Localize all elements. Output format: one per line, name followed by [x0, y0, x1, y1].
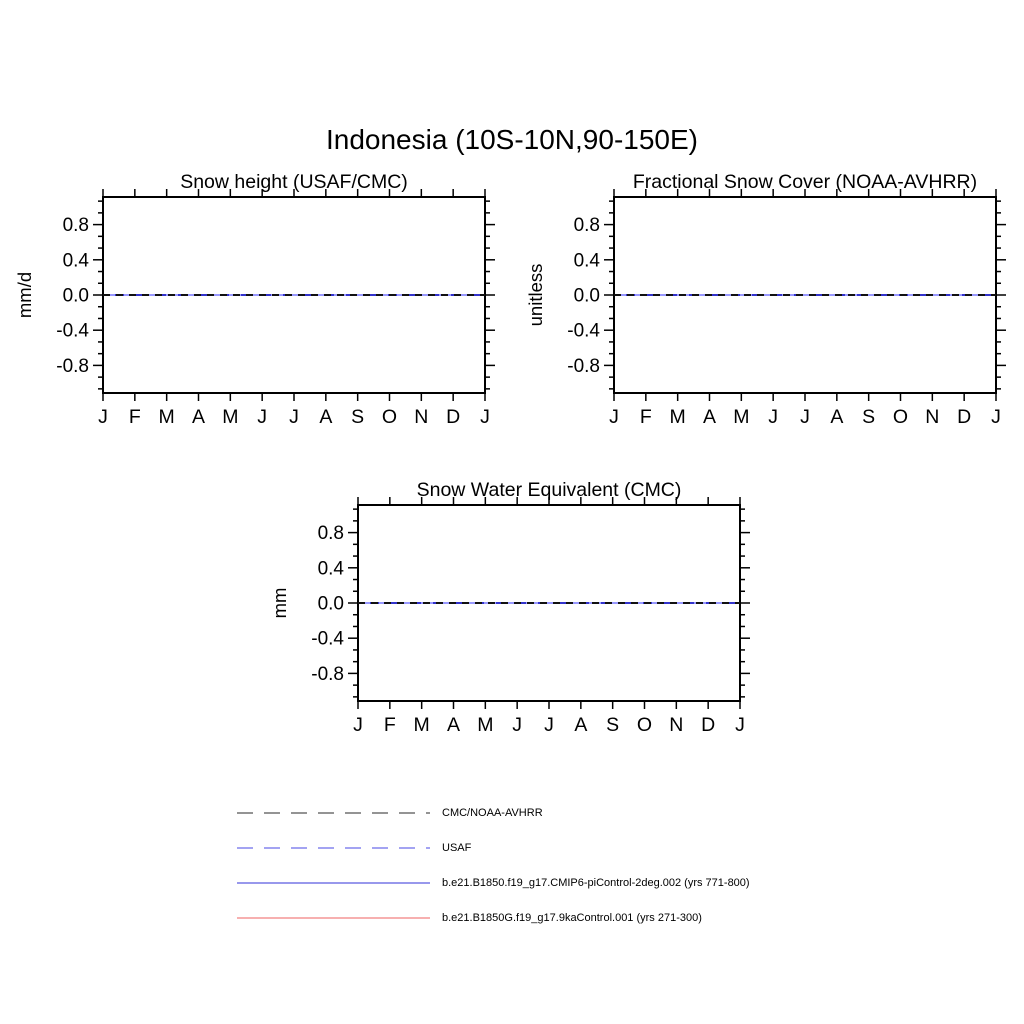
panel-title: Snow height (USAF/CMC) — [180, 171, 408, 193]
x-tick-label: M — [477, 714, 494, 736]
y-tick-label: 0.8 — [62, 215, 89, 237]
x-tick-label: S — [862, 406, 876, 428]
y-axis-title: unitless — [525, 263, 546, 327]
x-tick-label: J — [480, 406, 490, 428]
y-axis-title: mm — [269, 587, 290, 619]
y-tick-label: -0.8 — [567, 355, 600, 377]
y-tick-label: 0.4 — [317, 558, 344, 580]
x-tick-label: J — [289, 406, 299, 428]
x-tick-label: M — [222, 406, 239, 428]
legend-label: USAF — [442, 842, 472, 854]
x-tick-label: O — [892, 406, 909, 428]
y-tick-label: 0.0 — [573, 285, 600, 307]
y-tick-label: 0.4 — [62, 250, 89, 272]
x-tick-label: A — [319, 406, 333, 428]
x-tick-label: A — [574, 714, 588, 736]
y-tick-label: -0.8 — [56, 355, 89, 377]
x-tick-label: F — [128, 406, 141, 428]
x-tick-label: J — [991, 406, 1001, 428]
y-tick-label: -0.4 — [567, 320, 600, 342]
legend-row — [237, 876, 750, 890]
x-tick-label: A — [191, 406, 206, 428]
x-tick-label: A — [702, 406, 717, 428]
y-tick-label: 0.8 — [573, 215, 600, 237]
x-tick-label: J — [257, 406, 268, 428]
x-tick-label: O — [381, 406, 398, 428]
x-tick-label: M — [413, 714, 430, 736]
x-tick-label: J — [609, 406, 619, 428]
chart-svg — [518, 161, 1018, 461]
panel-title: Fractional Snow Cover (NOAA-AVHRR) — [632, 171, 978, 193]
x-tick-label: J — [512, 714, 523, 736]
chart-svg — [262, 469, 762, 769]
x-tick-label: J — [800, 406, 810, 428]
y-tick-label: -0.4 — [56, 320, 89, 342]
panel-fractional-snow-cover — [518, 161, 1018, 461]
y-tick-label: -0.8 — [311, 663, 344, 685]
legend-line-dashed — [237, 843, 430, 853]
x-tick-label: J — [544, 714, 554, 736]
legend-row — [237, 911, 702, 925]
x-tick-label: O — [636, 714, 653, 736]
legend-line-solid — [237, 913, 430, 923]
x-tick-label: S — [606, 714, 620, 736]
x-tick-label: D — [957, 406, 972, 428]
y-tick-label: 0.0 — [317, 593, 344, 615]
legend-row — [237, 841, 471, 855]
x-tick-label: S — [351, 406, 365, 428]
x-tick-label: D — [446, 406, 461, 428]
x-tick-label: J — [353, 714, 363, 736]
x-tick-label: A — [446, 714, 461, 736]
x-tick-label: M — [669, 406, 686, 428]
x-tick-label: N — [414, 406, 429, 428]
legend-label: CMC/NOAA-AVHRR — [442, 807, 543, 819]
x-tick-label: A — [830, 406, 844, 428]
y-tick-label: 0.4 — [573, 250, 600, 272]
chart-svg — [7, 161, 507, 461]
panel-snow-water-equivalent — [262, 469, 762, 769]
panel-title: Snow Water Equivalent (CMC) — [416, 479, 682, 501]
main-title: Indonesia (10S-10N,90-150E) — [325, 124, 698, 155]
legend-line-dashed — [237, 808, 430, 818]
y-tick-label: 0.8 — [317, 523, 344, 545]
legend-label: b.e21.B1850G.f19_g17.9kaControl.001 (yrs 271-300) — [442, 912, 702, 924]
x-tick-label: N — [669, 714, 684, 736]
legend-line-solid — [237, 878, 430, 888]
x-tick-label: M — [733, 406, 750, 428]
legend-row — [237, 806, 543, 820]
x-tick-label: D — [701, 714, 716, 736]
x-tick-label: J — [98, 406, 108, 428]
y-tick-label: -0.4 — [311, 628, 344, 650]
legend-label: b.e21.B1850.f19_g17.CMIP6-piControl-2deg.002 (yrs 771-800) — [442, 877, 750, 889]
x-tick-label: F — [383, 714, 396, 736]
x-tick-label: M — [158, 406, 175, 428]
y-axis-title: mm/d — [14, 271, 35, 319]
panel-snow-height — [7, 161, 507, 461]
y-tick-label: 0.0 — [62, 285, 89, 307]
x-tick-label: N — [925, 406, 940, 428]
x-tick-label: J — [735, 714, 745, 736]
x-tick-label: F — [639, 406, 652, 428]
x-tick-label: J — [768, 406, 779, 428]
